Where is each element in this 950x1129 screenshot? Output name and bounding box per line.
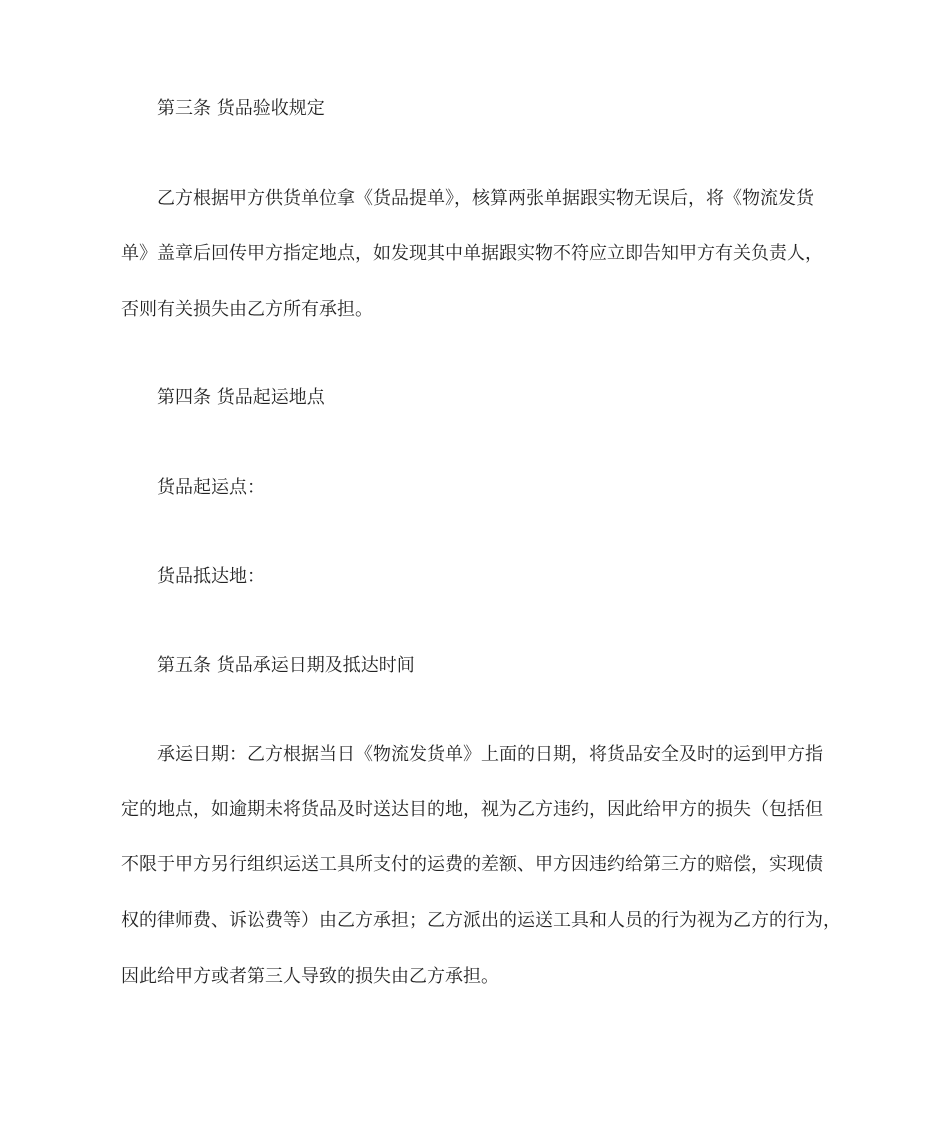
article-5-line-2: 定的地点，如逾期未将货品及时送达目的地，视为乙方违约，因此给甲方的损失（包括但 bbox=[121, 799, 823, 820]
article-5-line-3: 不限于甲方另行组织运送工具所支付的运费的差额、甲方因违约给第三方的赔偿，实现债 bbox=[121, 854, 823, 875]
article-5-line-4: 权的律师费、诉讼费等）由乙方承担；乙方派出的运送工具和人员的行为视为乙方的行为， bbox=[121, 910, 841, 931]
article-3-heading: 第三条 货品验收规定 bbox=[157, 98, 325, 119]
origin-label: 货品起运点： bbox=[157, 477, 265, 498]
destination-label: 货品抵达地： bbox=[157, 566, 265, 587]
article-3-line-3: 否则有关损失由乙方所有承担。 bbox=[121, 299, 373, 320]
article-4-heading: 第四条 货品起运地点 bbox=[157, 387, 325, 408]
article-3-line-2: 单》盖章后回传甲方指定地点，如发现其中单据跟实物不符应立即告知甲方有关负责人， bbox=[121, 243, 823, 264]
article-5-line-1: 承运日期：乙方根据当日《物流发货单》上面的日期，将货品安全及时的运到甲方指 bbox=[157, 744, 823, 765]
article-5-heading: 第五条 货品承运日期及抵达时间 bbox=[157, 655, 415, 676]
article-5-line-5: 因此给甲方或者第三人导致的损失由乙方承担。 bbox=[121, 966, 499, 987]
article-3-line-1: 乙方根据甲方供货单位拿《货品提单》，核算两张单据跟实物无误后，将《物流发货 bbox=[157, 188, 814, 209]
